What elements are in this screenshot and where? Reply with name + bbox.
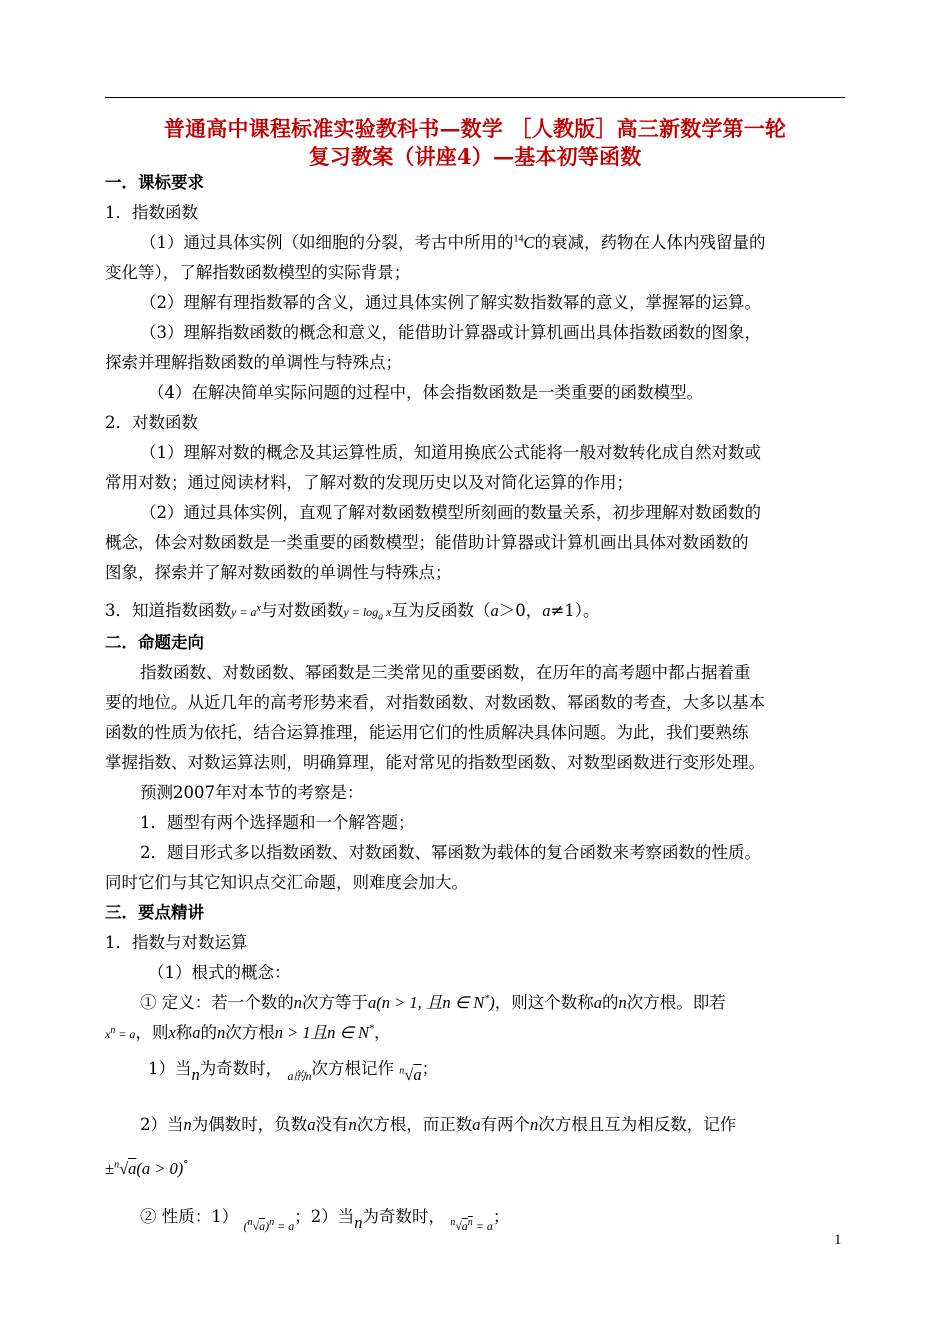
subheading-logarithmic: 2．对数函数 (105, 413, 198, 432)
subheading-radical-concept: （1）根式的概念： (148, 963, 291, 982)
paragraph-line: 函数的性质为依托，结合运算推理，能运用它们的性质解决具体问题。为此，我们要熟练 (105, 723, 749, 742)
paragraph-line: （1）理解对数的概念及其运算性质，知道用换底公式能将一般对数转化成自然对数或 (140, 443, 761, 462)
paragraph-line: 要的地位。从近几年的高考形势来看，对指数函数、对数函数、幂函数的考查，大多以基本 (105, 693, 765, 712)
paragraph-line: 探索并理解指数函数的单调性与特殊点； (105, 353, 402, 372)
paragraph-line: 同时它们与其它知识点交汇命题，则难度会加大。 (105, 873, 468, 892)
definition-line-2: $x^n = a$，则x称a的n次方根n > 1且n ∈ N*， (105, 1023, 391, 1042)
paragraph-line: 预测2007年对本节的考察是： (140, 783, 364, 802)
paragraph-line: 掌握指数、对数运算法则，明确算理，能对常见的指数型函数、对数型函数进行变形处理。 (105, 753, 765, 772)
formula-logarithmic: $y = \log_a x$ (343, 605, 392, 623)
paragraph-line: 常用对数；通过阅读材料，了解对数的发现历史以及对简化运算的作用； (105, 473, 633, 492)
paragraph-line: 指数函数、对数函数、幂函数是三类常见的重要函数，在历年的高考题中都占据着重 (140, 663, 751, 682)
paragraph-line: 2．题目形式多以指数函数、对数函数、幂函数为载体的复合函数来考察函数的性质。 (140, 843, 761, 862)
paragraph-line: 概念，体会对数函数是一类重要的函数模型；能借助计算器或计算机画出具体对数函数的 (105, 533, 749, 552)
radical-symbol: $^n$√a (114, 1159, 137, 1178)
page-number: 1 (834, 1232, 842, 1248)
radical-symbol: $^n$√a (399, 1065, 422, 1084)
document-title-line-2: 复习教案（讲座4）—基本初等函数 (308, 144, 642, 169)
paragraph-line: 变化等），了解指数函数模型的实际背景； (105, 263, 411, 282)
even-root-formula: ±$^n$√a(a > 0)° (105, 1159, 189, 1178)
paragraph-line-inverse-functions: 3．知道指数函数$y = a^x$与对数函数$y = \log_a x$互为反函数（a＞0，a≠1）。 (105, 601, 600, 623)
paragraph-line: （4）在解决简单实际问题的过程中，体会指数函数是一类重要的函数模型。 (148, 383, 703, 402)
formula-exponential: $y = a^x$ (231, 603, 261, 619)
document-title-line-1: 普通高中课程标准实验教科书—数学 ［人教版］高三新数学第一轮 (163, 116, 787, 141)
odd-root-line: 1）当n为奇数时， $_{a的n}$次方根记作 $^n$√a； (148, 1059, 439, 1084)
paragraph-line: 图象，探索并了解对数函数的单调性与特殊点； (105, 563, 452, 582)
subheading-exponential: 1．指数函数 (105, 203, 198, 222)
subheading-operations: 1．指数与对数运算 (105, 933, 248, 952)
formula-property-2: n√an = a (450, 1217, 493, 1233)
formula-property-1: (n√a)n = a (243, 1217, 295, 1233)
section-heading-trends: 二．命题走向 (105, 633, 204, 652)
property-line: ② 性质：1） $_{(^n√a)^n = a}$；2）当n为奇数时， $_{^n√a^n = a}$； (140, 1207, 510, 1233)
section-heading-requirements: 一．课标要求 (105, 173, 204, 192)
paragraph-line: （3）理解指数函数的概念和意义，能借助计算器或计算机画出具体指数函数的图象， (140, 323, 761, 342)
paragraph-line: 1．题型有两个选择题和一个解答题； (140, 813, 415, 832)
definition-line-1: ① 定义：若一个数的n次方等于a(n > 1, 且n ∈ N*)，则这个数称a的n次方根。即若 (140, 993, 726, 1012)
section-heading-key-points: 三．要点精讲 (105, 903, 204, 922)
even-root-line: 2）当n为偶数时，负数a没有n次方根，而正数a有两个n次方根且互为相反数，记作 (140, 1115, 737, 1134)
header-rule (105, 97, 845, 98)
paragraph-line: （1）通过具体实例（如细胞的分裂，考古中所用的$^{14}$C的衰减，药物在人体内残留量的 (140, 233, 766, 252)
paragraph-line: （2）通过具体实例，直观了解对数函数模型所刻画的数量关系，初步理解对数函数的 (140, 503, 761, 522)
paragraph-line: （2）理解有理指数幂的含义，通过具体实例了解实数指数幂的意义，掌握幂的运算。 (140, 293, 761, 312)
